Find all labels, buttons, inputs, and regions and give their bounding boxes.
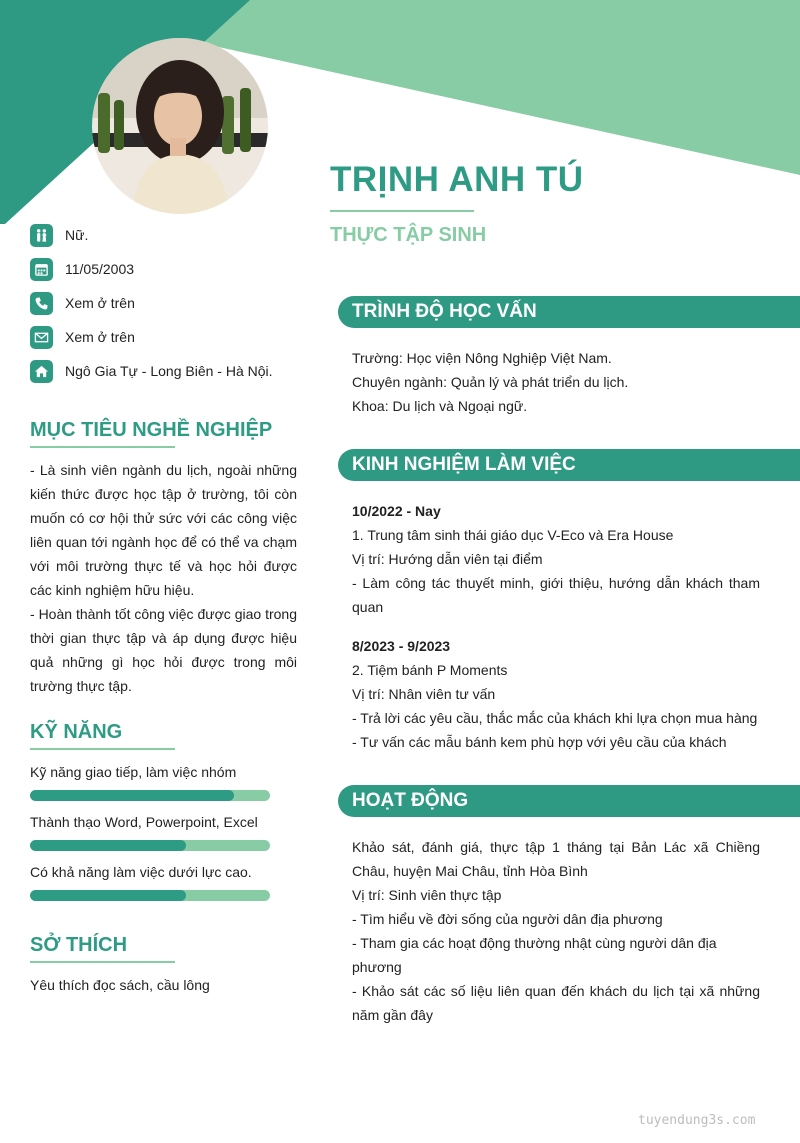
name-divider (330, 210, 474, 212)
education-line: Trường: Học viện Nông Nghiệp Việt Nam. (352, 350, 612, 366)
activity-item: - Tìm hiểu về đời sống của người dân địa phương (352, 911, 663, 927)
education-details (352, 346, 760, 418)
contact-text: Xem ở trên (65, 329, 135, 345)
activity-position: Vị trí: Sinh viên thực tập (352, 887, 502, 903)
contact-address (30, 359, 273, 383)
skill-label: Có khả năng làm việc dưới lực cao. (30, 864, 252, 880)
skill-bar (30, 790, 270, 801)
email-icon (30, 326, 53, 349)
job-position: Vị trí: Nhân viên tư vấn (352, 686, 496, 702)
hobbies-text: Yêu thích đọc sách, cầu lông (30, 977, 210, 993)
candidate-name: TRỊNH ANH TÚ (330, 160, 584, 199)
education-line: Chuyên ngành: Quản lý và phát triển du lịch. (352, 374, 629, 390)
objective-text (30, 458, 297, 698)
contact-text: Ngô Gia Tự - Long Biên - Hà Nội. (65, 363, 273, 379)
education-line: Khoa: Du lịch và Ngoại ngữ. (352, 398, 528, 414)
job-position: Vị trí: Hướng dẫn viên tại điểm (352, 551, 543, 567)
contact-text: 11/05/2003 (65, 261, 135, 277)
profile-photo (92, 38, 268, 214)
activity-item: - Khảo sát các số liệu liên quan đến khách du lịch tại xã những năm gần đây (352, 983, 760, 1023)
contact-text: Xem ở trên (65, 295, 135, 311)
skills-heading: KỸ NĂNG (30, 721, 123, 743)
skill-bar-fill (30, 790, 234, 801)
skill-label: Kỹ năng giao tiếp, làm việc nhóm (30, 764, 237, 780)
experience-job-2 (352, 634, 760, 754)
contact-phone (30, 291, 135, 315)
education-header (338, 296, 800, 328)
skills-divider (30, 748, 175, 750)
calendar-icon (30, 258, 53, 281)
education-heading: TRÌNH ĐỘ HỌC VẤN (352, 301, 537, 322)
experience-job-1 (352, 499, 760, 619)
gender-icon (30, 224, 53, 247)
job-title: THỰC TẬP SINH (330, 224, 487, 246)
contact-text: Nữ. (65, 227, 89, 243)
skill-bar (30, 890, 270, 901)
experience-heading: KINH NGHIỆM LÀM VIỆC (352, 454, 576, 475)
activities-details (352, 835, 760, 1027)
activity-item: - Tham gia các hoạt động thường nhật cùng người dân địa phương (352, 935, 717, 975)
objective-paragraph: - Là sinh viên ngành du lịch, ngoài những kiến thức được học tập ở trường, tôi còn muốn có cơ hội thử sức với các công việc liên quan tới ngành học để có thể va chạm với môi trường thực tế và học hỏi được các kinh nghiệm hữu hiệu. (30, 462, 297, 598)
phone-icon (30, 292, 53, 315)
objective-paragraph: - Hoàn thành tốt công việc được giao trong thời gian thực tập và áp dụng được hiệu quả những gì học hỏi được trong môi trường thực tập. (30, 606, 297, 694)
job-company: 1. Trung tâm sinh thái giáo dục V-Eco và Era House (352, 527, 674, 543)
home-icon (30, 360, 53, 383)
job-company: 2. Tiệm bánh P Moments (352, 662, 508, 678)
activities-heading: HOẠT ĐỘNG (352, 790, 469, 811)
skill-label: Thành thạo Word, Powerpoint, Excel (30, 814, 258, 830)
activities-header (338, 785, 800, 817)
hobbies-heading: SỞ THÍCH (30, 934, 128, 956)
contact-email (30, 325, 135, 349)
skill-bar-fill (30, 840, 186, 851)
skill-bar (30, 840, 270, 851)
job-duty: - Tư vấn các mẫu bánh kem phù hợp với yêu cầu của khách (352, 734, 727, 750)
contact-birthday (30, 257, 134, 281)
job-date: 8/2023 - 9/2023 (352, 638, 451, 654)
skill-bar-fill (30, 890, 186, 901)
watermark: tuyendung3s.com (638, 1113, 756, 1128)
experience-header (338, 449, 800, 481)
job-date: 10/2022 - Nay (352, 503, 441, 519)
job-duty: - Trả lời các yêu cầu, thắc mắc của khách khi lựa chọn mua hàng (352, 710, 758, 726)
job-duty: - Làm công tác thuyết minh, giới thiệu, hướng dẫn khách tham quan (352, 575, 760, 615)
activity-intro: Khảo sát, đánh giá, thực tập 1 tháng tại Bản Lác xã Chiềng Châu, huyện Mai Châu, tỉnh Hòa Bình (352, 839, 760, 879)
contact-gender (30, 223, 88, 247)
objective-heading: MỤC TIÊU NGHỀ NGHIỆP (30, 419, 273, 441)
hobbies-divider (30, 961, 175, 963)
objective-divider (30, 446, 175, 448)
